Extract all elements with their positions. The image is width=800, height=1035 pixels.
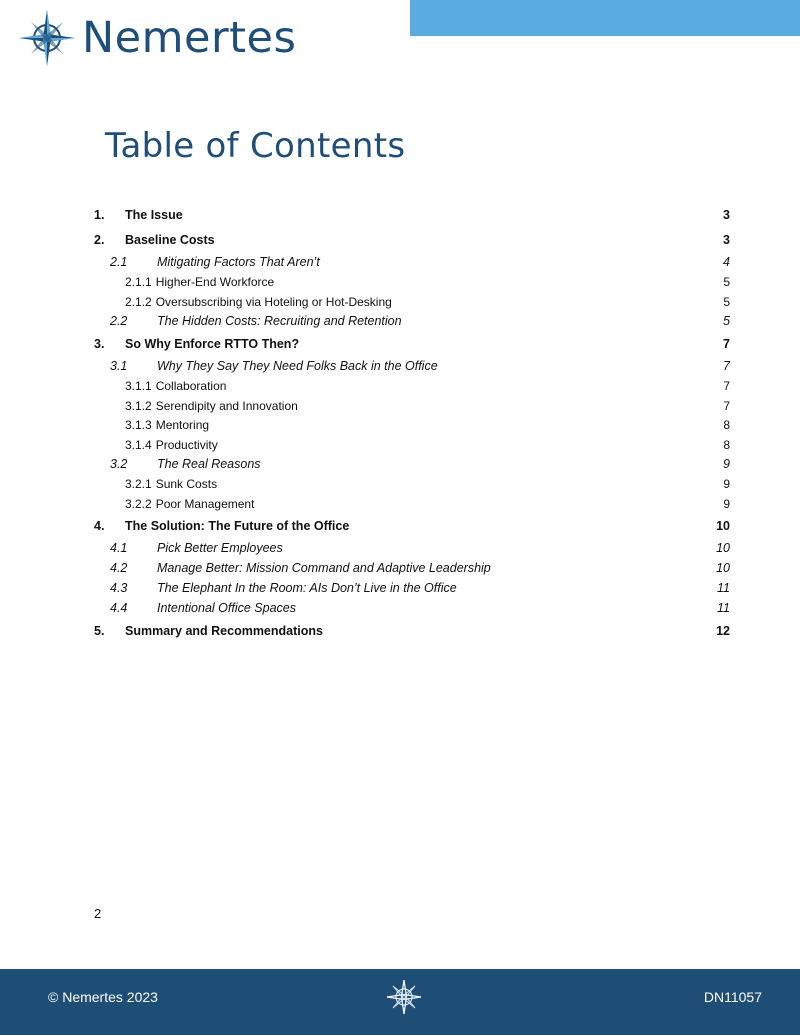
logo-wordmark: Nemertes: [82, 12, 297, 63]
toc-entry-label: Intentional Office Spaces: [157, 601, 296, 615]
toc-entry[interactable]: [94, 561, 730, 581]
header-accent-bar: [410, 0, 800, 36]
toc-entry[interactable]: [94, 497, 730, 517]
toc-entry-label: Higher-End Workforce: [155, 275, 275, 289]
toc-entry-page: 9: [723, 457, 730, 471]
toc-entry-label: Collaboration: [155, 379, 227, 393]
toc-entry[interactable]: [94, 581, 730, 601]
toc-entry-label: Mentoring: [155, 418, 210, 432]
toc-entry-page: 5: [723, 275, 730, 289]
toc-entry[interactable]: [94, 399, 730, 419]
toc-entry-number: 2.: [94, 233, 105, 247]
toc-entry-label: Why They Say They Need Folks Back in the Office: [157, 359, 438, 373]
company-logo: [18, 8, 296, 68]
toc-entry[interactable]: [94, 295, 730, 315]
toc-entry-label: The Issue: [125, 208, 183, 222]
toc-entry[interactable]: [94, 230, 730, 255]
toc-entry-number: 2.1.1: [125, 275, 152, 289]
toc-entry[interactable]: [94, 359, 730, 379]
toc-entry-number: 4.1: [110, 541, 128, 555]
toc-entry[interactable]: [94, 255, 730, 275]
toc-entry-page: 8: [723, 418, 730, 432]
toc-entry[interactable]: [94, 438, 730, 458]
footer-doc-id: DN11057: [703, 989, 762, 1005]
toc-entry-number: 4.2: [110, 561, 128, 575]
toc-entry[interactable]: [94, 601, 730, 621]
toc-entry[interactable]: [94, 516, 730, 541]
toc-entry-number: 3.1.1: [125, 379, 152, 393]
toc-entry[interactable]: [94, 541, 730, 561]
compass-star-icon: [386, 979, 422, 1015]
toc-entry-number: 3.2.2: [125, 496, 152, 511]
toc-entry-label: Oversubscribing via Hoteling or Hot-Desking: [155, 294, 392, 309]
toc-entry-page: 10: [716, 519, 730, 533]
toc-entry-number: 4.4: [110, 601, 128, 615]
toc-entry-number: 3.1.2: [125, 398, 152, 413]
toc-entry-number: 3.1: [110, 359, 128, 373]
toc-entry-label: Sunk Costs: [155, 477, 218, 491]
toc-entry-page: 7: [723, 359, 730, 373]
toc-entry-label: Pick Better Employees: [157, 541, 283, 555]
toc-entry-label: Summary and Recommendations: [125, 624, 323, 638]
toc-entry[interactable]: [94, 457, 730, 477]
toc-entry-number: 2.1: [110, 255, 128, 269]
page-number: 2: [94, 906, 102, 921]
toc-entry-label: Poor Management: [155, 496, 255, 511]
footer-copyright: © Nemertes 2023: [48, 989, 158, 1005]
compass-rose-icon: [18, 9, 76, 67]
toc-entry-number: 2.2: [110, 314, 128, 328]
toc-entry-label: So Why Enforce RTTO Then?: [125, 337, 300, 351]
toc-entry-page: 7: [723, 398, 730, 413]
toc-entry[interactable]: [94, 334, 730, 359]
toc-entry[interactable]: [94, 477, 730, 497]
toc-entry-label: Mitigating Factors That Aren’t: [157, 255, 320, 269]
toc-entry-page: 11: [717, 581, 730, 595]
toc-entry-number: 3.1.3: [125, 418, 152, 432]
toc-entry-number: 2.1.2: [125, 294, 152, 309]
toc-entry-label: The Real Reasons: [157, 457, 261, 471]
toc-entry-label: The Hidden Costs: Recruiting and Retention: [157, 314, 402, 328]
toc-entry-page: 5: [723, 314, 730, 328]
toc-entry-page: 10: [716, 561, 730, 575]
toc-entry-page: 4: [723, 255, 730, 269]
toc-entry-page: 12: [716, 624, 730, 638]
toc-entry-number: 5.: [94, 624, 105, 638]
toc-entry-page: 11: [717, 601, 730, 615]
toc-entry-number: 4.3: [110, 581, 128, 595]
toc-entry-label: Manage Better: Mission Command and Adaptive Leadership: [157, 561, 491, 575]
page-title: Table of Contents: [105, 126, 406, 166]
toc-entry-page: 8: [723, 437, 730, 452]
toc-entry[interactable]: [94, 205, 730, 230]
toc-entry-number: 4.: [94, 519, 105, 533]
toc-entry-page: 7: [723, 379, 730, 393]
toc-entry[interactable]: [94, 418, 730, 438]
toc-entry-label: Baseline Costs: [125, 233, 215, 247]
toc-entry-number: 1.: [94, 208, 105, 222]
toc-entry-page: 9: [723, 496, 730, 511]
toc-entry-label: The Solution: The Future of the Office: [125, 519, 350, 533]
toc-entry-number: 3.2: [110, 457, 128, 471]
table-of-contents: [94, 205, 730, 646]
toc-entry-label: The Elephant In the Room: AIs Don’t Live in the Office: [157, 581, 457, 595]
toc-entry-number: 3.: [94, 337, 105, 351]
toc-entry-page: 3: [723, 233, 730, 247]
toc-entry[interactable]: [94, 314, 730, 334]
toc-entry-page: 7: [723, 337, 730, 351]
toc-entry-page: 9: [723, 477, 730, 491]
toc-entry[interactable]: [94, 275, 730, 295]
toc-entry-label: Productivity: [155, 437, 218, 452]
toc-entry-number: 3.1.4: [125, 437, 152, 452]
toc-entry-page: 5: [723, 294, 730, 309]
toc-entry-label: Serendipity and Innovation: [155, 398, 298, 413]
toc-entry-page: 3: [723, 208, 730, 222]
toc-entry[interactable]: [94, 621, 730, 646]
toc-entry[interactable]: [94, 379, 730, 399]
toc-entry-number: 3.2.1: [125, 477, 152, 491]
toc-entry-page: 10: [716, 541, 730, 555]
footer-bar: [0, 969, 800, 1035]
